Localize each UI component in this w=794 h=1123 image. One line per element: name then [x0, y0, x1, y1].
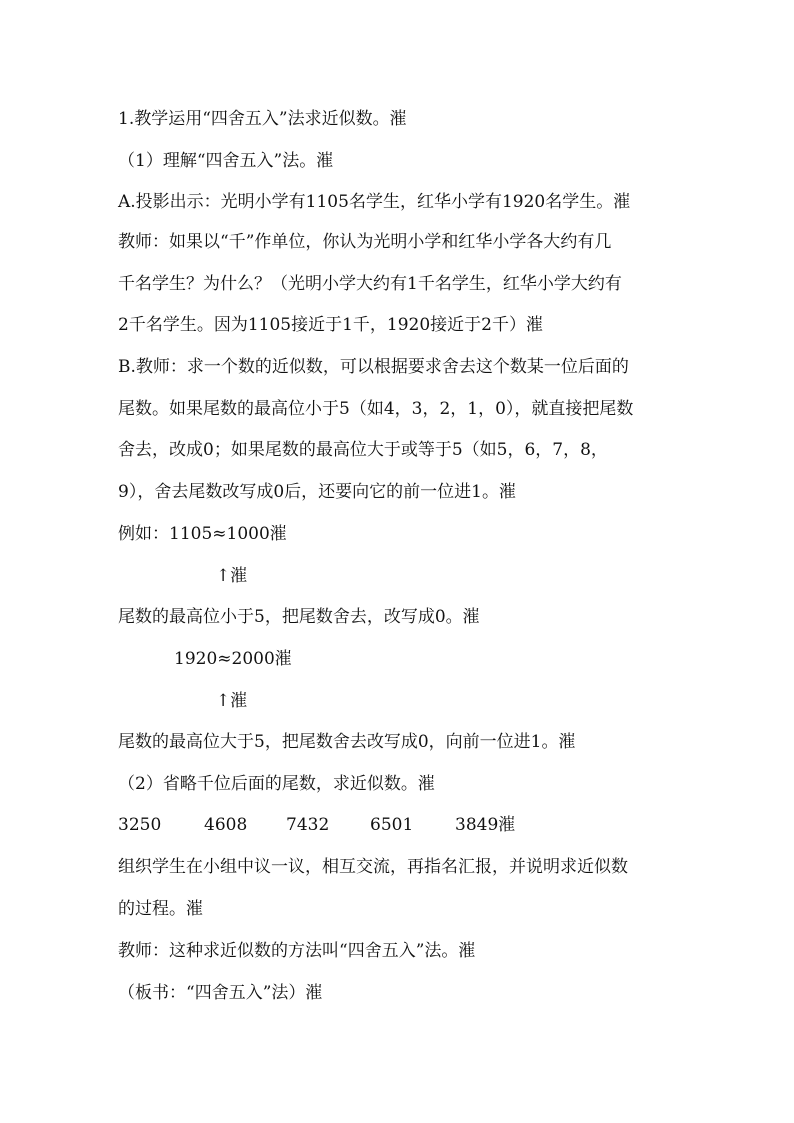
- paragraph-a: A.投影出示：光明小学有1105名学生，红华小学有1920名学生。漼: [118, 192, 631, 212]
- paragraph-b-line-4: 9），舍去尾数改写成0后，还要向它的前一位进1。漼: [118, 482, 516, 502]
- subheading-1: （1）理解“四舍五入”法。漼: [118, 151, 334, 171]
- example-2: 1920≈2000漼: [174, 649, 292, 669]
- paragraph-b-line-3: 舍去，改成0；如果尾数的最高位大于或等于5（如5，6，7，8，: [118, 440, 608, 460]
- number-item: 7432: [286, 815, 330, 835]
- arrow-2: ↑漼: [216, 691, 248, 711]
- number-item: 6501: [370, 815, 414, 835]
- number-item: 3250: [118, 815, 162, 835]
- number-item: 3849漼: [455, 815, 516, 835]
- group-line-1: 组织学生在小组中议一议，相互交流，再指名汇报，并说明求近似数: [118, 857, 628, 877]
- note-1: 尾数的最高位小于5，把尾数舍去，改写成0。漼: [118, 607, 480, 627]
- note-2: 尾数的最高位大于5，把尾数舍去改写成0，向前一位进1。漼: [118, 732, 576, 752]
- group-line-2: 的过程。漼: [118, 899, 203, 919]
- teacher-question-line-3: 2千名学生。因为1105接近于1千，1920接近于2千）漼: [118, 315, 543, 335]
- teacher-question-line-2: 千名学生？为什么？（光明小学大约有1千名学生，红华小学大约有: [118, 274, 622, 294]
- section-heading: 1.教学运用“四舍五入”法求近似数。漼: [118, 109, 407, 129]
- subheading-2: （2）省略千位后面的尾数，求近似数。漼: [118, 774, 435, 794]
- teacher-conclusion: 教师：这种求近似数的方法叫“四舍五入”法。漼: [118, 941, 476, 961]
- teacher-question-line-1: 教师：如果以“千”作单位，你认为光明小学和红华小学各大约有几: [118, 232, 612, 252]
- paragraph-b-line-1: B.教师：求一个数的近似数，可以根据要求舍去这个数某一位后面的: [118, 357, 629, 377]
- paragraph-b-line-2: 尾数。如果尾数的最高位小于5（如4，3，2，1，0），就直接把尾数: [118, 399, 634, 419]
- example-1: 例如：1105≈1000漼: [118, 524, 287, 544]
- number-item: 4608: [204, 815, 248, 835]
- board-note: （板书：“四舍五入”法）漼: [118, 983, 323, 1003]
- arrow-1: ↑漼: [216, 566, 248, 586]
